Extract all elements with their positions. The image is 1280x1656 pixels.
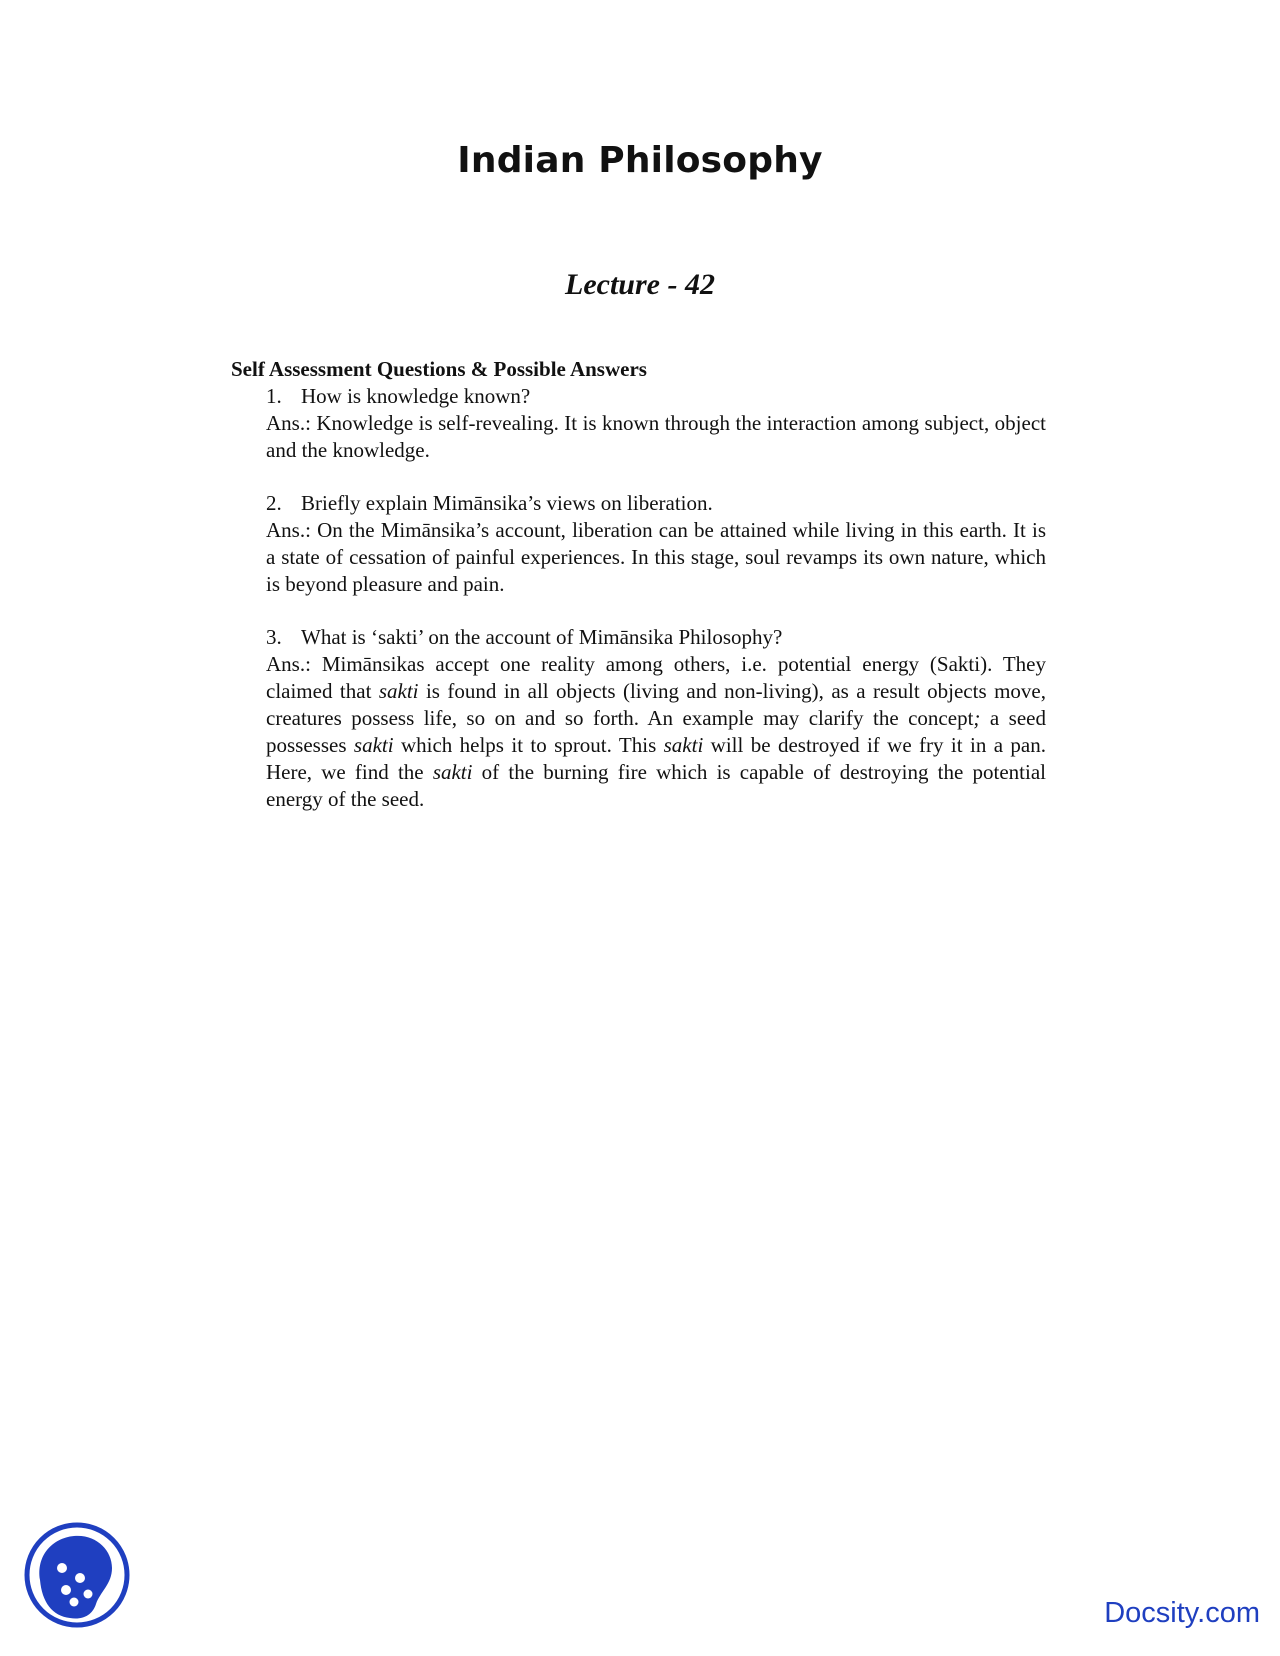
question-number: 1. bbox=[266, 384, 282, 408]
qa-item-1 bbox=[266, 383, 1046, 464]
question-text: How is knowledge known? bbox=[301, 384, 531, 408]
answer-text: of the burning fire which is capable of destroying the potential energy of the seed. bbox=[266, 760, 1046, 811]
question-text: Briefly explain Mimānsika’s views on liberation. bbox=[301, 491, 713, 515]
docsity-logo-icon[interactable] bbox=[22, 1520, 132, 1630]
question-1 bbox=[266, 383, 1046, 410]
answer-1 bbox=[266, 410, 1046, 464]
question-3 bbox=[266, 624, 1046, 651]
question-number: 3. bbox=[266, 625, 282, 649]
answer-text: a seed possesses bbox=[266, 706, 1046, 757]
answer-italic-term: sakti bbox=[353, 733, 394, 757]
answer-italic-punctuation: ; bbox=[973, 706, 981, 730]
answer-text: Ans.: Mimānsikas accept one reality among others, i.e. potential energy (Sakti). They claimed that bbox=[266, 652, 1046, 703]
answer-3 bbox=[266, 651, 1046, 813]
page-title: Indian Philosophy bbox=[457, 140, 823, 181]
document-body bbox=[231, 356, 1046, 813]
question-number: 2. bbox=[266, 491, 282, 515]
question-text: What is ‘sakti’ on the account of Mimānsika Philosophy? bbox=[301, 625, 783, 649]
lecture-title: Lecture - 42 bbox=[565, 268, 715, 301]
question-2 bbox=[266, 490, 1046, 517]
answer-italic-term: sakti bbox=[663, 733, 704, 757]
answer-2 bbox=[266, 517, 1046, 598]
answer-text: Ans.: Knowledge is self-revealing. It is known through the interaction among subject, object and the knowledge. bbox=[266, 411, 1046, 462]
section-heading: Self Assessment Questions & Possible Answers bbox=[231, 357, 647, 381]
docsity-brand-link[interactable]: Docsity.com bbox=[1104, 1597, 1260, 1629]
answer-text: which helps it to sprout. This bbox=[393, 733, 664, 757]
answer-italic-term: sakti bbox=[432, 760, 473, 784]
answer-text: is found in all objects (living and non-living), as a result objects move, creatures possess life, so on and so forth. An example may clarify the concept bbox=[266, 679, 1046, 730]
answer-text: Ans.: On the Mimānsika’s account, liberation can be attained while living in this earth. It is a state of cessation of painful experiences. In this stage, soul revamps its own nature, which is beyond pleasure and pain. bbox=[266, 518, 1046, 596]
qa-item-2 bbox=[266, 490, 1046, 598]
qa-item-3 bbox=[266, 624, 1046, 813]
answer-italic-term: sakti bbox=[378, 679, 419, 703]
answer-text: will be destroyed if we fry it in a pan. Here, we find the bbox=[266, 733, 1046, 784]
